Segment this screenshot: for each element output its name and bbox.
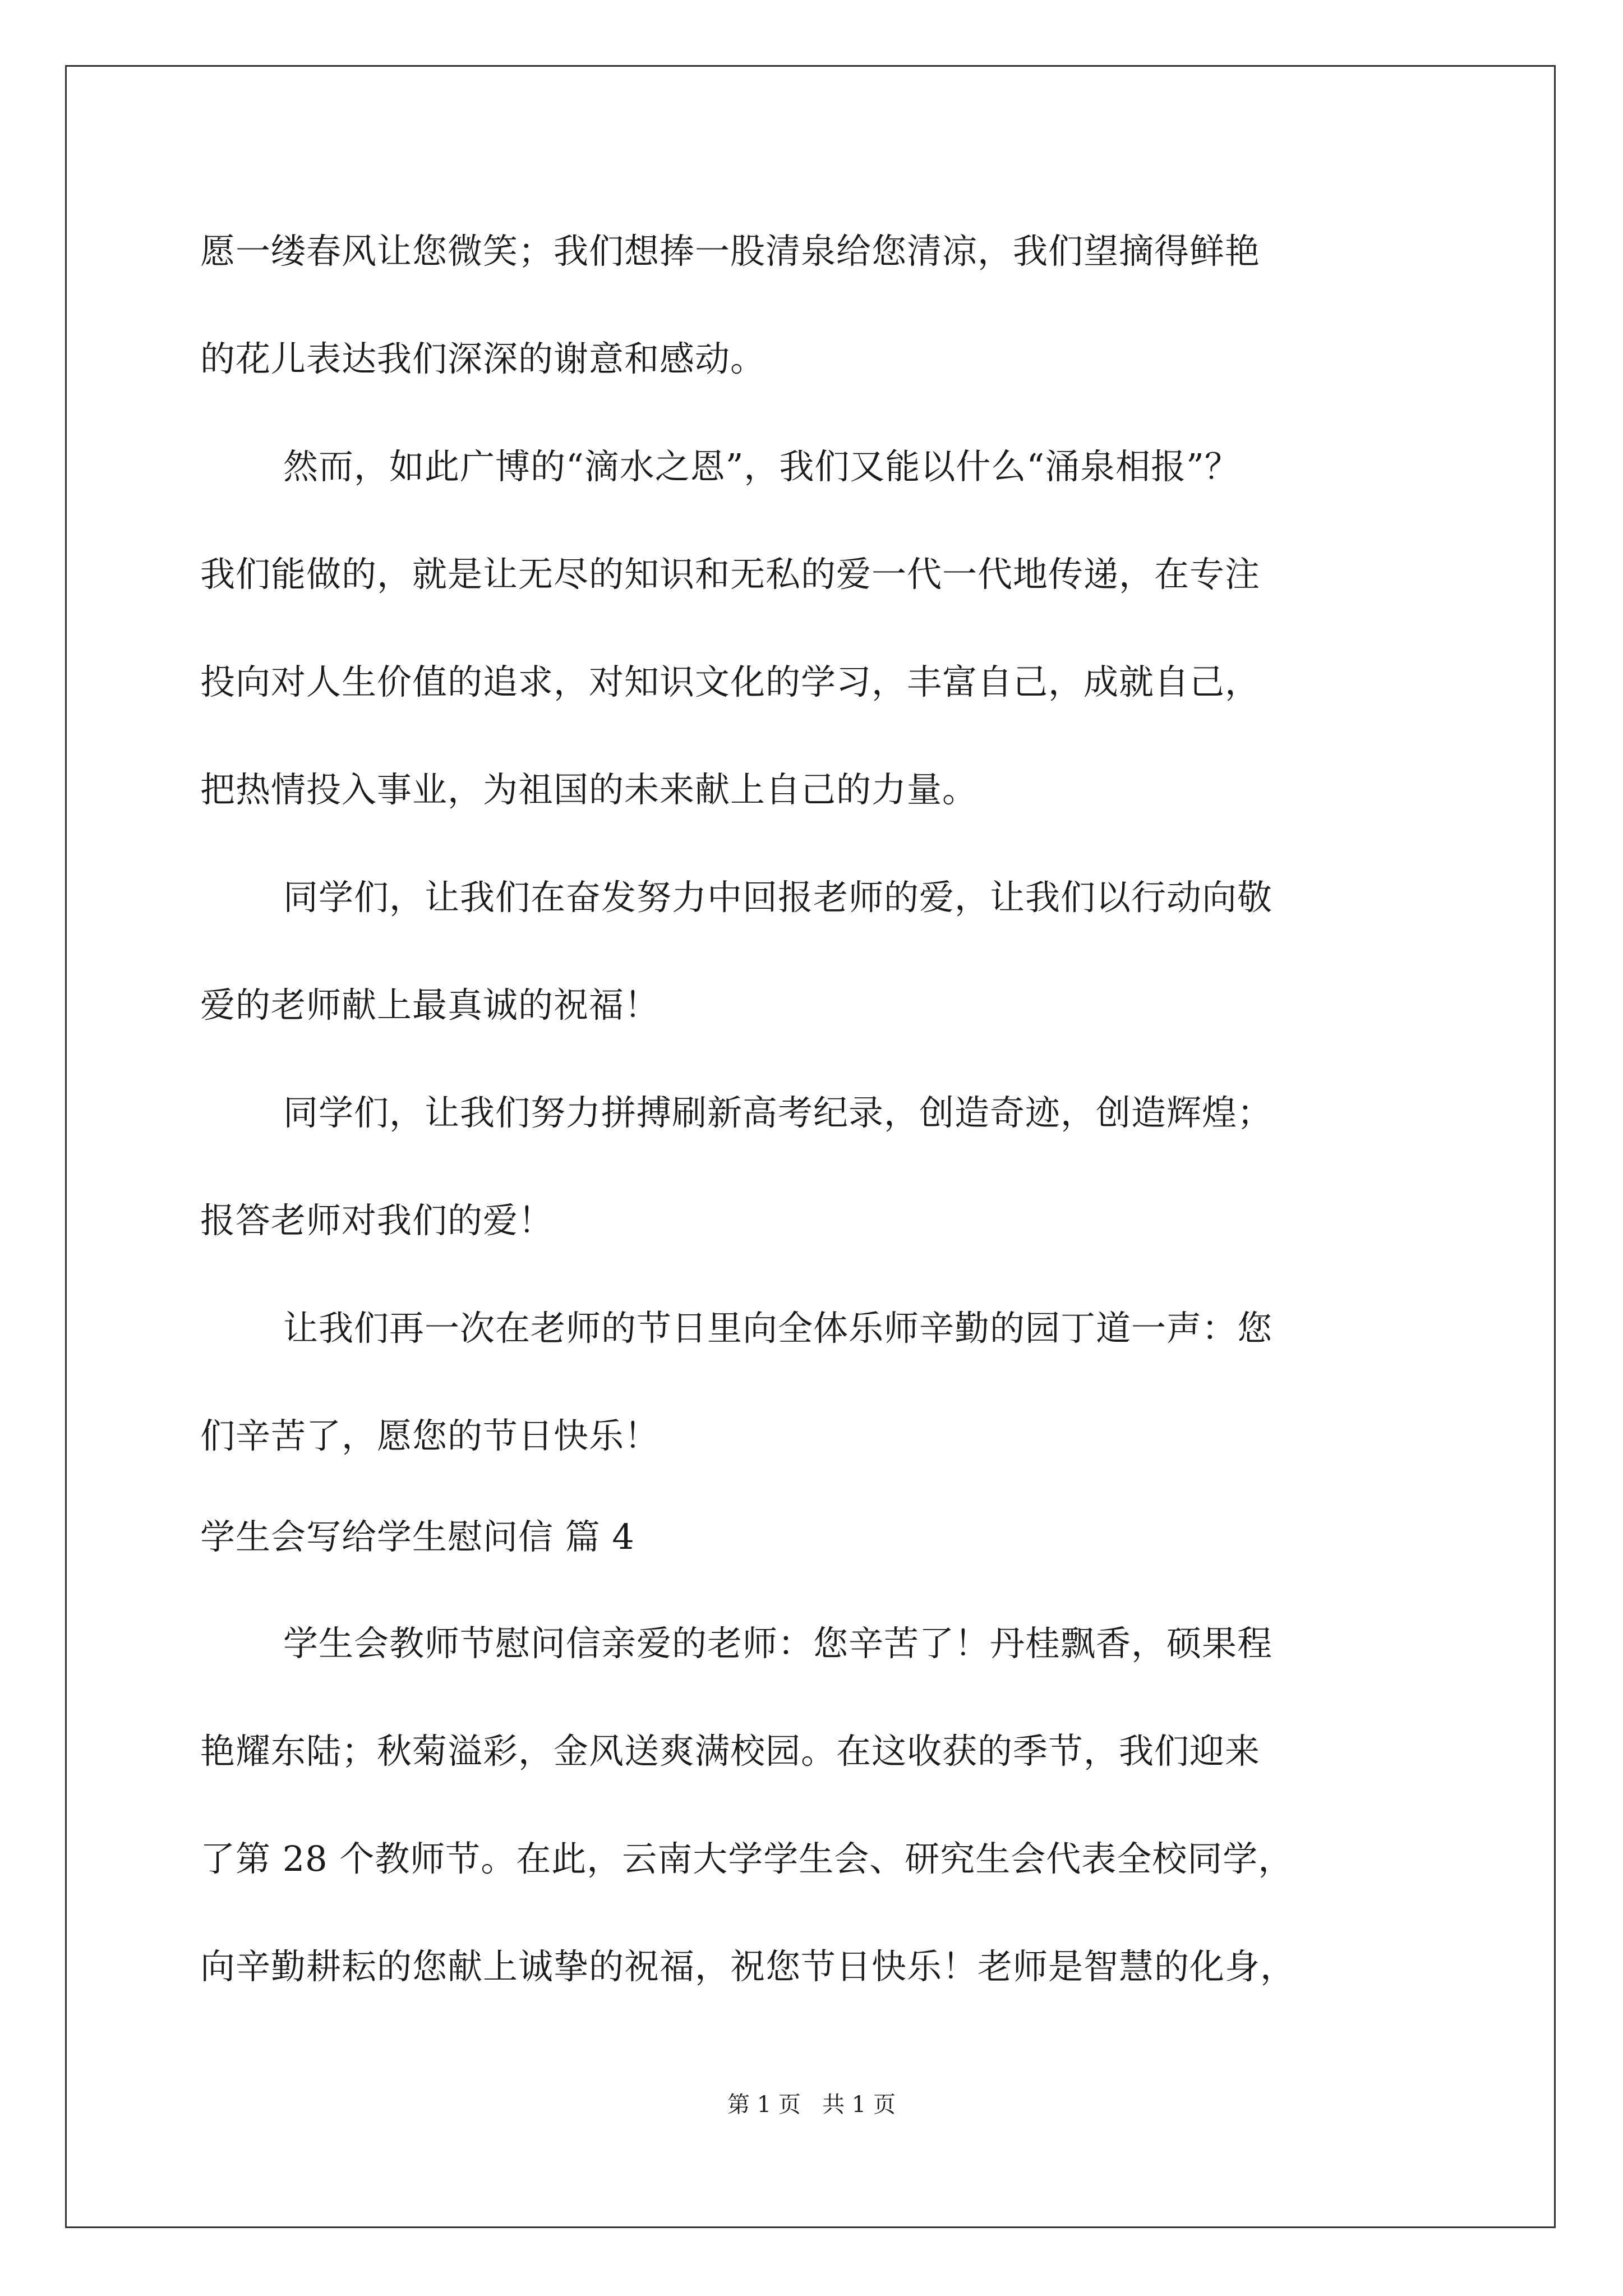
text-line: 的花儿表达我们深深的谢意和感动。 xyxy=(200,338,766,379)
text-line: 愿一缕春风让您微笑；我们想捧一股清泉给您清凉，我们望摘得鲜艳 xyxy=(200,231,1261,272)
paragraph-start-line: 让我们再一次在老师的节日里向全体乐师辛勤的园丁道一声：您 xyxy=(283,1308,1273,1349)
text-line: 报答老师对我们的爱！ xyxy=(200,1200,554,1241)
paragraph-start-line: 然而，如此广博的“滴水之恩”，我们又能以什么“涌泉相报”？ xyxy=(283,446,1240,487)
text-line: 艳耀东陆；秋菊溢彩，金风送爽满校园。在这收获的季节，我们迎来 xyxy=(200,1731,1261,1772)
section-heading: 学生会写给学生慰问信 篇 4 xyxy=(200,1516,635,1557)
paragraph-start-line: 同学们，让我们努力拼搏刷新高考纪录，创造奇迹，创造辉煌； xyxy=(283,1092,1273,1133)
paragraph-start-line: 同学们，让我们在奋发努力中回报老师的爱，让我们以行动向敬 xyxy=(283,877,1273,918)
text-line: 们辛苦了，愿您的节日快乐！ xyxy=(200,1415,660,1456)
text-line: 爱的老师献上最真诚的祝福！ xyxy=(200,984,660,1025)
page-border xyxy=(65,65,1556,2228)
text-line: 我们能做的，就是让无尽的知识和无私的爱一代一代地传递，在专注 xyxy=(200,554,1261,595)
paragraph-start-line: 学生会教师节慰问信亲爱的老师：您辛苦了！丹桂飘香，硕果程 xyxy=(283,1623,1273,1664)
text-line: 投向对人生价值的追求，对知识文化的学习，丰富自己，成就自己， xyxy=(200,661,1261,702)
text-line: 向辛勤耕耘的您献上诚挚的祝福，祝您节日快乐！老师是智慧的化身， xyxy=(200,1946,1296,1987)
text-line: 了第 28 个教师节。在此，云南大学学生会、研究生会代表全校同学， xyxy=(200,1838,1294,1879)
text-line: 把热情投入事业，为祖国的未来献上自己的力量。 xyxy=(200,769,978,810)
page-footer: 第 1 页 共 1 页 xyxy=(727,2092,896,2118)
